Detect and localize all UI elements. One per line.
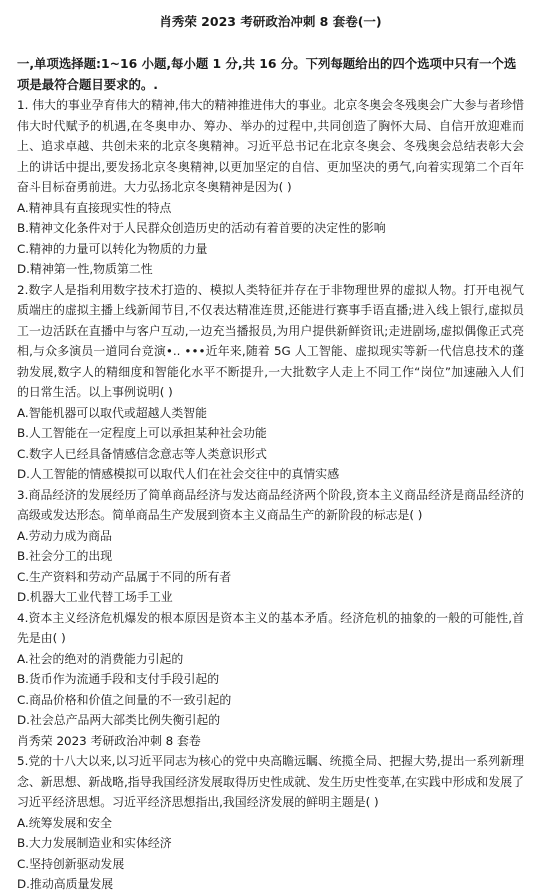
document-title: 肖秀荣 2023 考研政治冲刺 8 套卷(一) <box>159 14 382 29</box>
option-a: A.劳动力成为商品 <box>17 528 112 543</box>
section-instructions: 一,单项选择题:1~16 小题,每小题 1 分,共 16 分。下列每题给出的四个选项中只有一个选项是最符合题目要求的。. <box>17 56 517 92</box>
option-b: B.社会分工的出现 <box>17 549 113 563</box>
option-a: A.统筹发展和安全 <box>17 815 112 830</box>
option-d: D.机器大工业代替工场手工业 <box>17 590 173 604</box>
option-b: B.人工智能在一定程度上可以承担某种社会功能 <box>17 426 267 440</box>
option-a: A.精神具有直接现实性的特点 <box>17 200 172 215</box>
question-stem: 2.数字人是指利用数字技术打造的、模拟人类特征并存在于非物理世界的虚拟人物。打开电视气质端庄的虚拟主播上线新闻节目,不仅表达精准连贯,还能进行赛事手语直播;进入线上银行,虚拟员工一边活跃在直播中与客户互动,一边充当播报员,为用户提供新鲜资讯;走进剧场,虚拟偶像正式亮相,与众多演员一道同台竞演•.. •••近年来,随着 5G 人工智能、虚拟现实等新一代信息技术的蓬勃发展,数字人的精细度和智能化水平不断提升,一大批数字人走上不同工作“岗位”加速融入人们的日常生活。以上事例说明( ) <box>17 282 524 399</box>
option-d: D.人工智能的情感模拟可以取代人们在社会交往中的真情实感 <box>17 467 340 481</box>
question-3 <box>17 485 524 608</box>
option-list <box>17 649 524 731</box>
question-stem: 3.商品经济的发展经历了简单商品经济与发达商品经济两个阶段,资本主义商品经济是商品经济的高级或发达形态。简单商品生产发展到资本主义商品生产的新阶段的标志是( ) <box>17 487 524 522</box>
option-b: B.大力发展制造业和实体经济 <box>17 836 172 850</box>
option-c: C.精神的力量可以转化为物质的力量 <box>17 241 208 256</box>
option-d: D.推动高质量发展 <box>17 877 114 891</box>
option-list <box>17 403 524 485</box>
option-c: C.数字人已经具备情感信念意志等人类意识形式 <box>17 446 267 461</box>
option-d: D.精神第一性,物质第二性 <box>17 262 153 276</box>
option-b: B.精神文化条件对于人民群众创造历史的活动有着首要的决定性的影响 <box>17 221 386 235</box>
option-c: C.生产资料和劳动产品属于不同的所有者 <box>17 569 232 584</box>
option-list <box>17 813 524 895</box>
option-a: A.社会的绝对的消费能力引起的 <box>17 651 184 666</box>
option-c: C.商品价格和价值之间量的不一致引起的 <box>17 692 232 707</box>
question-2 <box>17 280 524 485</box>
question-stem: 1. 伟大的事业孕育伟大的精神,伟大的精神推进伟大的事业。北京冬奥会冬残奥会广大参与者珍惜伟大时代赋予的机遇,在冬奥申办、筹办、举办的过程中,共同创造了胸怀大局、自信开放迎难而上、追求卓越、共创未来的北京冬奥精神。习近平总书记在北京冬奥会、冬残奥会总结表彰大会上的讲话中提出,要发扬北京冬奥精神,以更加坚定的自信、更加坚决的勇气,向着实现第二个百年奋斗目标奋勇前进。大力弘扬北京冬奥精神是因为( ) <box>17 98 524 194</box>
option-c: C.坚持创新驱动发展 <box>17 856 125 871</box>
option-list <box>17 198 524 280</box>
question-1 <box>17 95 524 280</box>
question-4 <box>17 608 524 731</box>
question-stem: 4.资本主义经济危机爆发的根本原因是资本主义的基本矛盾。经济危机的抽象的一般的可能性,首先是由( ) <box>17 610 524 645</box>
question-stem: 5.党的十八大以来,以习近平同志为核心的党中央高瞻远瞩、统揽全局、把握大势,提出一系列新理念、新思想、新战略,指导我国经济发展取得历史性成就、发生历史性变革,在实践中形成和发展了习近平经济思想。习近平经济思想指出,我国经济发展的鲜明主题是( ) <box>17 754 524 809</box>
option-b: B.货币作为流通手段和支付手段引起的 <box>17 672 220 686</box>
option-a: A.智能机器可以取代或超越人类智能 <box>17 405 208 420</box>
question-5 <box>17 751 524 895</box>
running-header: 肖秀荣 2023 考研政治冲刺 8 套卷 <box>17 733 201 748</box>
option-list <box>17 526 524 608</box>
option-d: D.社会总产品两大部类比例失衡引起的 <box>17 713 221 727</box>
